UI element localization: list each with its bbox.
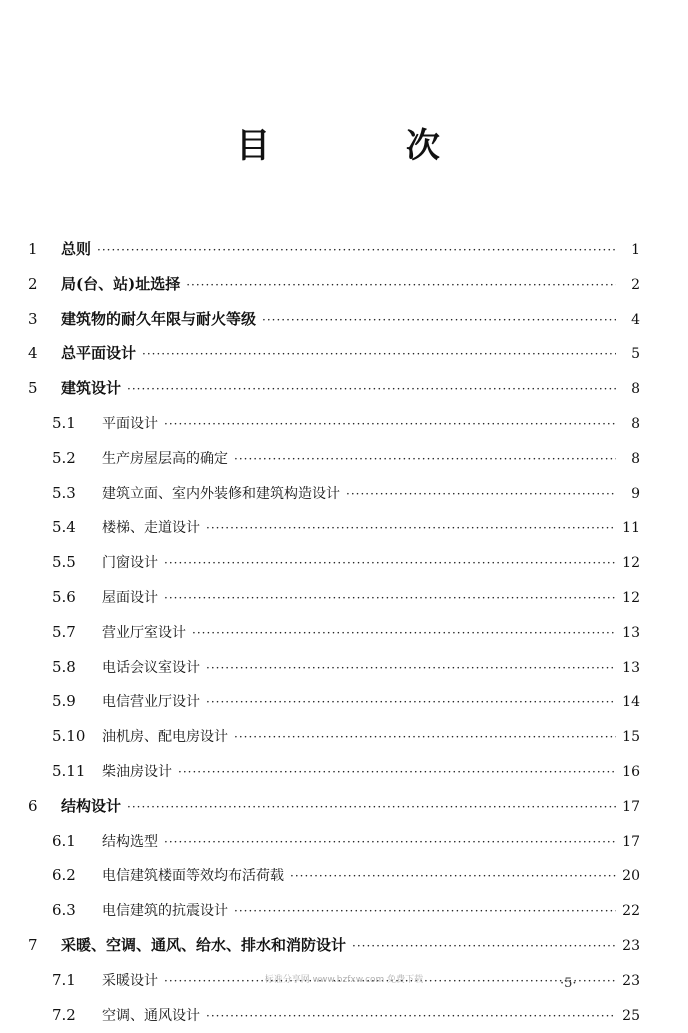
toc-entry[interactable] bbox=[28, 406, 640, 441]
toc-entry-number: 4 bbox=[28, 344, 38, 363]
toc-entry[interactable] bbox=[28, 893, 640, 928]
toc-entry[interactable] bbox=[28, 232, 640, 267]
toc-entry-page: 8 bbox=[631, 381, 640, 398]
toc-entry[interactable] bbox=[28, 719, 640, 754]
toc-entry-title: 生产房屋层高的确定 bbox=[102, 450, 228, 467]
toc-entry-title: 采暖设计 bbox=[102, 972, 158, 989]
toc-entry-number: 5.5 bbox=[52, 553, 76, 572]
dot-leader bbox=[346, 477, 616, 512]
toc-entry-number: 6 bbox=[28, 796, 38, 815]
toc-entry-number: 5.8 bbox=[52, 657, 76, 676]
toc-entry-title: 营业厅室设计 bbox=[102, 624, 186, 641]
toc-entry-title: 电话会议室设计 bbox=[102, 659, 200, 676]
toc-entry[interactable] bbox=[28, 267, 640, 302]
toc-entry-number: 5.1 bbox=[52, 413, 76, 432]
toc-entry-page: 17 bbox=[622, 833, 640, 850]
toc-entry-page: 8 bbox=[631, 450, 640, 467]
toc-entry-page: 16 bbox=[622, 763, 640, 780]
toc-entry-title: 电信建筑楼面等效均布活荷载 bbox=[102, 868, 284, 885]
toc-entry-page: 8 bbox=[631, 415, 640, 432]
toc-entry-page: 20 bbox=[622, 868, 640, 885]
toc-entry[interactable] bbox=[28, 824, 640, 859]
toc-entry-title: 局(台、站)址选择 bbox=[61, 274, 181, 293]
toc-entry-title: 建筑物的耐久年限与耐火等级 bbox=[61, 309, 257, 328]
dot-leader bbox=[206, 511, 616, 546]
toc-entry[interactable] bbox=[28, 684, 640, 719]
toc-entry-page: 12 bbox=[622, 555, 640, 572]
toc-entry-number: 5 bbox=[28, 379, 38, 398]
dot-leader bbox=[206, 999, 616, 1033]
toc-entry-page: 1 bbox=[631, 242, 640, 258]
toc-entry-number: 5.4 bbox=[52, 518, 76, 537]
dot-leader bbox=[164, 546, 616, 581]
toc-entry[interactable] bbox=[28, 476, 640, 511]
dot-leader bbox=[164, 825, 616, 860]
toc-entry[interactable] bbox=[28, 302, 640, 337]
dot-leader bbox=[352, 929, 616, 964]
toc-entry[interactable] bbox=[28, 510, 640, 545]
page-title: 目 次 bbox=[236, 126, 502, 166]
toc-entry-title: 电信营业厅设计 bbox=[102, 694, 200, 711]
toc-entry-page: 13 bbox=[622, 624, 640, 641]
toc-entry-title: 总平面设计 bbox=[61, 344, 137, 363]
toc-entry-number: 6.3 bbox=[52, 901, 76, 920]
toc-entry-title: 总则 bbox=[61, 240, 92, 258]
toc-entry-number: 7.1 bbox=[52, 970, 76, 989]
toc-entry-title: 柴油房设计 bbox=[102, 763, 172, 780]
dot-leader bbox=[164, 407, 616, 442]
dot-leader bbox=[127, 790, 616, 825]
toc-entry[interactable] bbox=[28, 789, 640, 824]
dot-leader bbox=[262, 303, 616, 338]
toc-entry[interactable] bbox=[28, 998, 640, 1033]
toc-entry-number: 5.11 bbox=[52, 761, 86, 780]
toc-entry-page: 13 bbox=[622, 659, 640, 676]
dot-leader bbox=[178, 755, 616, 790]
toc-entry-title: 电信建筑的抗震设计 bbox=[102, 903, 228, 920]
toc-entry-number: 3 bbox=[28, 309, 38, 328]
dot-leader bbox=[234, 442, 616, 477]
toc-entry-page: 4 bbox=[631, 311, 640, 328]
toc-entry-title: 采暖、空调、通风、给水、排水和消防设计 bbox=[61, 935, 347, 954]
toc-entry[interactable] bbox=[28, 650, 640, 685]
toc-entry[interactable] bbox=[28, 580, 640, 615]
toc-entry[interactable] bbox=[28, 615, 640, 650]
toc-entry-title: 油机房、配电房设计 bbox=[102, 729, 228, 746]
toc-entry-title: 结构选型 bbox=[102, 833, 158, 850]
toc-entry-number: 6.1 bbox=[52, 831, 76, 850]
toc-entry-number: 2 bbox=[28, 274, 38, 293]
toc-entry-page: 23 bbox=[622, 972, 640, 989]
toc-entry-page: 9 bbox=[631, 485, 640, 502]
toc-entry-number: 7.2 bbox=[52, 1005, 76, 1024]
toc-entry-title: 建筑设计 bbox=[61, 379, 122, 398]
toc-entry-title: 楼梯、走道设计 bbox=[102, 520, 200, 537]
toc-entry-page: 12 bbox=[622, 589, 640, 606]
toc-entry[interactable] bbox=[28, 336, 640, 371]
dot-leader bbox=[164, 581, 616, 616]
toc-entry-number: 6.2 bbox=[52, 866, 76, 885]
watermark-text: 标准分享网 www.bzfxw.com 免费下载 bbox=[264, 975, 424, 985]
toc-entry[interactable] bbox=[28, 928, 640, 963]
toc-entry-page: 22 bbox=[622, 903, 640, 920]
toc-entry-number: 1 bbox=[28, 240, 38, 258]
dot-leader bbox=[192, 616, 616, 651]
toc-entry-number: 7 bbox=[28, 935, 38, 954]
table-of-contents bbox=[28, 232, 640, 1032]
page-number: ·5· bbox=[560, 976, 577, 991]
toc-entry-page: 2 bbox=[631, 276, 640, 293]
toc-entry-page: 5 bbox=[631, 346, 640, 363]
toc-entry-title: 门窗设计 bbox=[102, 555, 158, 572]
toc-entry-title: 屋面设计 bbox=[102, 589, 158, 606]
toc-entry[interactable] bbox=[28, 371, 640, 406]
toc-entry-page: 23 bbox=[622, 937, 640, 954]
toc-entry-title: 空调、通风设计 bbox=[102, 1007, 200, 1024]
toc-entry[interactable] bbox=[28, 545, 640, 580]
dot-leader bbox=[206, 651, 616, 686]
dot-leader bbox=[186, 268, 616, 303]
dot-leader bbox=[290, 859, 616, 894]
toc-entry-number: 5.9 bbox=[52, 692, 76, 711]
toc-entry-number: 5.3 bbox=[52, 483, 76, 502]
dot-leader bbox=[234, 894, 616, 929]
toc-entry-number: 5.6 bbox=[52, 587, 76, 606]
toc-entry-title: 平面设计 bbox=[102, 415, 158, 432]
toc-entry-number: 5.7 bbox=[52, 622, 76, 641]
dot-leader bbox=[97, 233, 616, 268]
toc-entry-number: 5.10 bbox=[52, 727, 86, 746]
toc-entry[interactable] bbox=[28, 441, 640, 476]
dot-leader bbox=[206, 685, 616, 720]
toc-entry-page: 25 bbox=[622, 1007, 640, 1024]
toc-entry-page: 15 bbox=[622, 729, 640, 746]
dot-leader bbox=[234, 720, 616, 755]
toc-entry-page: 17 bbox=[622, 798, 640, 815]
dot-leader bbox=[127, 372, 616, 407]
toc-entry[interactable] bbox=[28, 754, 640, 789]
toc-entry[interactable] bbox=[28, 858, 640, 893]
toc-entry-title: 建筑立面、室内外装修和建筑构造设计 bbox=[102, 485, 340, 502]
toc-entry-title: 结构设计 bbox=[61, 796, 122, 815]
toc-entry-page: 14 bbox=[622, 694, 640, 711]
toc-entry-page: 11 bbox=[622, 520, 640, 537]
toc-entry-number: 5.2 bbox=[52, 448, 76, 467]
dot-leader bbox=[142, 337, 616, 372]
